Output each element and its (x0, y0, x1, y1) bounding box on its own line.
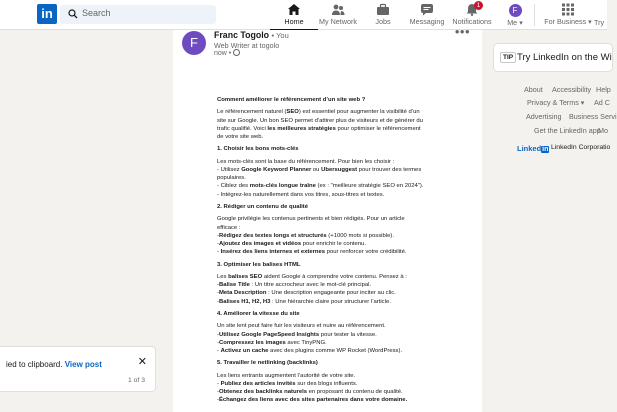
tip-card[interactable] (493, 43, 613, 72)
nav-divider (534, 4, 535, 26)
post-paragraph: 5. Travailler le netlinking (backlinks) (217, 360, 318, 367)
nav-jobs[interactable]: Jobs (359, 2, 407, 29)
footer-link-advertising[interactable]: Advertising (526, 112, 562, 121)
post-paragraph: Un site lent peut faire fuir les visiteurs et nuire au référencement. -Utilisez Google PageSpeed Insights pour tester la vitesse. -Compressez les images avec TinyPNG. - Activez un cache avec des plugins comme WP Rocket (WordPress). (217, 323, 403, 354)
post-paragraph: 4. Améliorer la vitesse du site (217, 310, 300, 317)
post-paragraph: Google privilégie les contenus pertinents et bien rédigés. Pour un article efficace : -Rédigez des textes longs et structurés (+1000 mots si possible). -Ajoutez des images et vidéos pour enrichir le contenu. - Insérez des liens internes et externes pour renforcer votre crédibilité. (217, 216, 407, 256)
footer-link-more[interactable]: Mo (598, 126, 608, 135)
footer-link-business-services[interactable]: Business Servi (569, 112, 617, 121)
notification-badge: 1 (474, 1, 483, 10)
nav-my-network[interactable]: My Network (314, 2, 362, 29)
footer-link-accessibility[interactable]: Accessibility (552, 85, 592, 94)
post-card (173, 24, 482, 412)
nav-me[interactable] (491, 2, 539, 29)
author-avatar[interactable]: F (182, 31, 206, 55)
tip-badge: TIP (500, 52, 516, 63)
tip-text: Try LinkedIn on the Wi (517, 52, 612, 63)
more-options-icon[interactable]: ••• (454, 24, 470, 39)
nav-me-label: Me (507, 18, 518, 27)
corporation-text: LinkedIn Corporatio (551, 144, 611, 151)
close-icon[interactable]: ✕ (137, 356, 147, 368)
footer-link-get-app[interactable]: Get the LinkedIn app (534, 126, 601, 135)
copied-toast (0, 346, 156, 392)
search-input[interactable] (60, 5, 216, 24)
nav-try-premium[interactable]: Try (594, 18, 605, 27)
post-paragraph: Les balises SEO aident Google à comprendre votre contenu. Pensez à : -Balise Title : Un titre accrocheur avec le mot-clé principal. -Meta Description : Une description engageante pour inciter au clic. -Balises H1, H2, H3 : Une hiérarchie claire pour structurer l’article. (217, 273, 407, 305)
messaging-icon (420, 3, 434, 16)
globe-icon (233, 49, 240, 56)
post-body (217, 96, 425, 409)
chevron-down-icon: ▾ (519, 18, 523, 27)
author-name[interactable]: Franc Togolo (214, 30, 270, 40)
post-paragraph: 3. Optimiser les balises HTML (217, 261, 301, 268)
toast-counter: 1 of 3 (127, 377, 145, 384)
home-icon (287, 3, 301, 16)
chevron-down-icon: ▾ (588, 17, 592, 26)
nav-notifications[interactable]: 1 Notifications (452, 2, 492, 26)
post-paragraph: Le référencement naturel (SEO) est essentiel pour augmenter la visibilité d’un site sur Google. Un bon SEO permet d’attirer plus de visiteurs et de générer du trafic qualifié. Voici les meilleures stratégies pour optimiser le référencement de votre site web. (217, 109, 423, 140)
nav-messaging[interactable]: Messaging (403, 2, 451, 29)
footer-link-privacy[interactable]: Privacy & Terms ▾ (527, 98, 585, 107)
linkedin-footer-logo (517, 144, 549, 153)
toast-message (6, 360, 102, 369)
search-icon (68, 9, 78, 19)
nav-home[interactable]: Home (270, 2, 318, 30)
post-timestamp (214, 49, 240, 57)
jobs-icon (376, 3, 390, 16)
toast-text: ied to clipboard. (6, 360, 63, 369)
avatar: F (509, 4, 522, 17)
footer-link-ad-choices[interactable]: Ad C (594, 98, 610, 107)
grid-icon (561, 3, 575, 16)
post-paragraph: Les mots-clés sont la base du référencement. Pour bien les choisir : - Utilisez Google Keyword Planner ou Ubersuggest pour trouver des termes populaires. - Ciblez des mots-clés longue traîne (ex : "meilleure stratégie SEO en 2024"). - Intégrez-les naturellement dans vos titres, sous-titres et textes. (217, 158, 424, 198)
network-icon (331, 3, 345, 16)
footer-link-help[interactable]: Help (596, 85, 611, 94)
post-paragraph: 1. Choisir les bons mots-clés (217, 146, 299, 153)
linkedin-brand-text: Linked (517, 144, 542, 153)
post-paragraph: Comment améliorer le référencement d’un site web ? (217, 97, 366, 103)
nav-for-business-label: For Business (544, 17, 587, 26)
search-placeholder: Search (82, 8, 111, 18)
author-line (214, 30, 289, 40)
footer-link-about[interactable]: About (524, 85, 543, 94)
nav-for-business[interactable] (540, 2, 596, 29)
linkedin-logo[interactable]: in (37, 4, 57, 24)
author-headline: Web Writer at togolo (214, 41, 280, 50)
post-paragraph: Les liens entrants augmentent l’autorité de votre site. - Publiez des articles invités sur des blogs influents. -Obtenez des backlinks naturels en proposant du contenu de qualité. -Échangez des liens avec des sites partenaires dans votre domaine. (217, 372, 408, 404)
top-nav (0, 0, 607, 30)
post-time: now • (214, 50, 232, 57)
linkedin-in-mark: in (542, 146, 549, 153)
post-paragraph: 2. Rédiger un contenu de qualité (217, 203, 308, 210)
connection-degree: • You (271, 31, 289, 40)
view-post-link[interactable]: View post (64, 360, 102, 369)
